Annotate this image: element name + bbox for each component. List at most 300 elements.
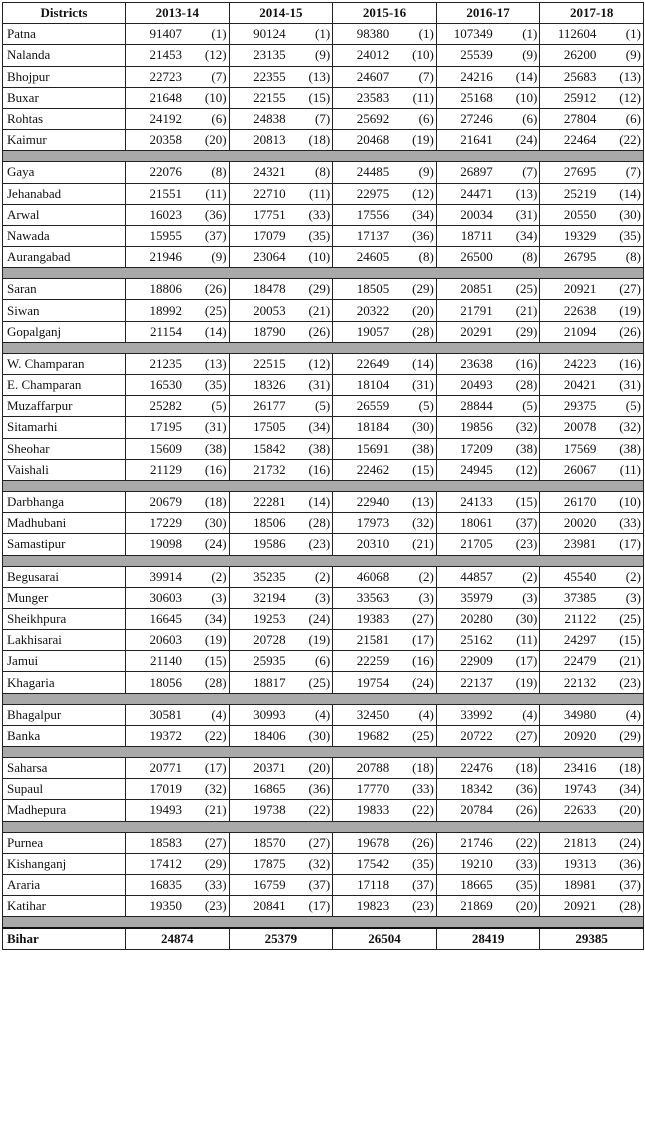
- per-capita-value: 20851: [460, 281, 493, 297]
- per-capita-value: 15955: [149, 227, 182, 243]
- value-pair: [441, 727, 538, 745]
- table-row: [3, 534, 644, 555]
- group-separator: [3, 747, 644, 758]
- per-capita-value: 21946: [149, 249, 182, 265]
- district-name: W. Champaran: [3, 353, 126, 374]
- value-pair: [544, 801, 641, 819]
- value-cell: [229, 162, 333, 183]
- value-cell: [126, 534, 230, 555]
- value-pair: [544, 323, 641, 341]
- per-capita-value: 16759: [253, 877, 286, 893]
- district-name: Munger: [3, 587, 126, 608]
- per-capita-value: 22909: [460, 653, 493, 669]
- district-rank: (25): [308, 674, 331, 690]
- district-name: Patna: [3, 24, 126, 45]
- per-capita-value: 20603: [149, 632, 182, 648]
- district-rank: (19): [412, 132, 434, 148]
- separator-bar: [3, 747, 644, 758]
- value-cell: [436, 108, 540, 129]
- group-separator: [3, 693, 644, 704]
- value-pair: [544, 759, 641, 777]
- district-rank: (32): [515, 419, 538, 435]
- value-cell: [229, 321, 333, 342]
- district-rank: (34): [308, 419, 331, 435]
- value-pair: [441, 302, 538, 320]
- value-cell: [333, 758, 437, 779]
- value-cell: [333, 130, 437, 151]
- district-rank: (2): [522, 568, 538, 584]
- value-cell: [540, 896, 644, 917]
- value-cell: [126, 417, 230, 438]
- district-rank: (6): [418, 111, 434, 127]
- district-rank: (30): [204, 515, 227, 531]
- value-pair: [234, 631, 331, 649]
- district-rank: (23): [619, 674, 641, 690]
- value-cell: [229, 651, 333, 672]
- per-capita-value: 21154: [149, 323, 182, 339]
- value-pair: [544, 855, 641, 873]
- value-cell: [333, 66, 437, 87]
- table-row: [3, 608, 644, 629]
- district-rank: (31): [308, 377, 331, 393]
- district-rank: (21): [308, 302, 331, 318]
- value-pair: [130, 876, 227, 894]
- value-pair: [234, 514, 331, 532]
- value-cell: [229, 183, 333, 204]
- district-rank: (21): [204, 802, 227, 818]
- district-rank: (25): [412, 727, 434, 743]
- value-pair: [441, 323, 538, 341]
- value-pair: [130, 163, 227, 181]
- per-capita-value: 23583: [356, 89, 390, 105]
- value-cell: [333, 108, 437, 129]
- table-row: [3, 758, 644, 779]
- per-capita-value: 29375: [563, 398, 597, 414]
- value-pair: [544, 568, 641, 586]
- district-rank: (13): [204, 355, 227, 371]
- value-pair: [337, 440, 434, 458]
- district-rank: (18): [619, 760, 641, 776]
- district-name: Bhojpur: [3, 66, 126, 87]
- district-rank: (14): [619, 185, 641, 201]
- district-rank: (36): [204, 206, 227, 222]
- per-capita-value: 24321: [253, 164, 286, 180]
- per-capita-value: 23064: [253, 249, 286, 265]
- per-capita-value: 23135: [253, 47, 286, 63]
- per-capita-value: 22638: [563, 302, 597, 318]
- value-pair: [441, 280, 538, 298]
- per-capita-value: 20358: [149, 132, 182, 148]
- value-pair: [234, 652, 331, 670]
- per-capita-value: 19372: [149, 727, 182, 743]
- district-rank: (37): [308, 877, 331, 893]
- value-pair: [130, 110, 227, 128]
- per-capita-value: 20053: [253, 302, 286, 318]
- per-capita-value: 26177: [253, 398, 286, 414]
- value-pair: [337, 89, 434, 107]
- value-pair: [544, 355, 641, 373]
- value-pair: [130, 801, 227, 819]
- value-cell: [436, 853, 540, 874]
- value-cell: [229, 438, 333, 459]
- district-rank: (8): [625, 249, 641, 265]
- per-capita-value: 19856: [460, 419, 493, 435]
- value-cell: [229, 853, 333, 874]
- value-cell: [229, 417, 333, 438]
- value-cell: [436, 66, 540, 87]
- value-pair: [130, 780, 227, 798]
- district-rank: (10): [412, 47, 434, 63]
- district-rank: (29): [515, 323, 538, 339]
- district-name: Darbhanga: [3, 491, 126, 512]
- per-capita-value: 17770: [356, 781, 390, 797]
- per-capita-value: 17079: [253, 227, 286, 243]
- value-cell: [126, 513, 230, 534]
- value-pair: [234, 801, 331, 819]
- district-rank: (6): [522, 111, 538, 127]
- value-pair: [130, 589, 227, 607]
- district-rank: (19): [308, 632, 331, 648]
- value-pair: [130, 89, 227, 107]
- table-row: [3, 162, 644, 183]
- value-cell: [436, 651, 540, 672]
- per-capita-value: 20020: [563, 515, 597, 531]
- value-cell: [436, 247, 540, 268]
- per-capita-value: 22940: [356, 494, 390, 510]
- value-cell: [333, 491, 437, 512]
- value-cell: [540, 204, 644, 225]
- district-rank: (17): [515, 653, 538, 669]
- district-rank: (23): [412, 898, 434, 914]
- value-cell: [333, 832, 437, 853]
- value-cell: [126, 758, 230, 779]
- value-pair: [234, 876, 331, 894]
- district-name: Bhagalpur: [3, 704, 126, 725]
- value-cell: [126, 853, 230, 874]
- district-rank: (28): [308, 515, 331, 531]
- value-cell: [229, 874, 333, 895]
- value-cell: [126, 704, 230, 725]
- district-rank: (24): [515, 132, 538, 148]
- value-pair: [544, 589, 641, 607]
- value-cell: [126, 779, 230, 800]
- district-rank: (36): [308, 781, 331, 797]
- value-pair: [130, 46, 227, 64]
- table-row: [3, 800, 644, 821]
- per-capita-value: 46068: [356, 568, 390, 584]
- value-pair: [337, 855, 434, 873]
- value-cell: [229, 779, 333, 800]
- district-name: Vaishali: [3, 459, 126, 480]
- per-capita-value: 24012: [356, 47, 390, 63]
- district-rank: (33): [515, 855, 538, 871]
- district-rank: (29): [308, 281, 331, 297]
- per-capita-value: 18711: [460, 227, 493, 243]
- value-pair: [337, 227, 434, 245]
- district-rank: (30): [619, 206, 641, 222]
- district-rank: (11): [205, 185, 227, 201]
- value-cell: [126, 396, 230, 417]
- value-cell: [126, 725, 230, 746]
- per-capita-value: 18342: [460, 781, 493, 797]
- district-name: Khagaria: [3, 672, 126, 693]
- separator-bar: [3, 480, 644, 491]
- per-capita-value: 19738: [253, 802, 286, 818]
- district-rank: (15): [204, 653, 227, 669]
- per-capita-value: 21453: [149, 47, 182, 63]
- value-cell: [436, 896, 540, 917]
- value-cell: [333, 874, 437, 895]
- district-name: Kishanganj: [3, 853, 126, 874]
- value-pair: [234, 163, 331, 181]
- value-cell: [126, 87, 230, 108]
- per-capita-value: 24223: [563, 355, 597, 371]
- value-pair: [130, 418, 227, 436]
- group-separator: [3, 151, 644, 162]
- value-pair: [544, 834, 641, 852]
- district-rank: (1): [625, 26, 641, 42]
- district-rank: (30): [515, 610, 538, 626]
- value-cell: [229, 459, 333, 480]
- per-capita-value: 19586: [253, 536, 286, 552]
- per-capita-value: 30993: [253, 706, 286, 722]
- value-cell: [540, 247, 644, 268]
- district-rank: (16): [412, 653, 434, 669]
- value-cell: [229, 758, 333, 779]
- value-pair: [337, 323, 434, 341]
- per-capita-value: 25912: [563, 89, 597, 105]
- value-cell: [436, 725, 540, 746]
- value-pair: [234, 89, 331, 107]
- district-rank: (7): [211, 68, 227, 84]
- header-row: [3, 3, 644, 24]
- value-pair: [441, 780, 538, 798]
- district-rank: (32): [619, 419, 641, 435]
- value-pair: [544, 68, 641, 86]
- district-rank: (28): [204, 674, 227, 690]
- value-pair: [234, 897, 331, 915]
- value-cell: [540, 587, 644, 608]
- district-rank: (33): [308, 206, 331, 222]
- per-capita-value: 19253: [253, 610, 286, 626]
- district-rank: (3): [315, 589, 331, 605]
- value-pair: [441, 897, 538, 915]
- value-pair: [337, 418, 434, 436]
- district-rank: (32): [308, 855, 331, 871]
- value-cell: [540, 353, 644, 374]
- value-pair: [234, 227, 331, 245]
- value-cell: [229, 375, 333, 396]
- value-cell: [229, 108, 333, 129]
- value-pair: [441, 568, 538, 586]
- district-rank: (26): [515, 802, 538, 818]
- value-pair: [337, 652, 434, 670]
- value-cell: [436, 45, 540, 66]
- value-cell: [333, 321, 437, 342]
- value-pair: [234, 461, 331, 479]
- district-rank: (1): [211, 26, 227, 42]
- value-cell: [436, 459, 540, 480]
- district-rank: (17): [412, 632, 434, 648]
- per-capita-value: 18056: [149, 674, 182, 690]
- per-capita-value: 25683: [563, 68, 597, 84]
- value-cell: [540, 396, 644, 417]
- value-cell: [126, 874, 230, 895]
- value-cell: [126, 459, 230, 480]
- value-cell: [436, 587, 540, 608]
- table-row: [3, 779, 644, 800]
- per-capita-value: 25162: [460, 632, 493, 648]
- value-pair: [544, 163, 641, 181]
- value-pair: [441, 631, 538, 649]
- value-cell: [333, 513, 437, 534]
- district-rank: (35): [515, 877, 538, 893]
- value-cell: [436, 491, 540, 512]
- district-rank: (9): [522, 47, 538, 63]
- value-cell: [126, 162, 230, 183]
- per-capita-value: 21094: [563, 323, 597, 339]
- value-pair: [337, 280, 434, 298]
- value-cell: [333, 566, 437, 587]
- value-cell: [229, 513, 333, 534]
- value-pair: [130, 376, 227, 394]
- district-rank: (31): [204, 419, 227, 435]
- value-cell: [229, 704, 333, 725]
- per-capita-value: 33992: [460, 706, 493, 722]
- district-rank: (18): [412, 760, 434, 776]
- per-capita-value: 17542: [356, 855, 390, 871]
- value-pair: [337, 461, 434, 479]
- district-rank: (20): [619, 802, 641, 818]
- value-pair: [441, 131, 538, 149]
- group-separator: [3, 555, 644, 566]
- district-name: Buxar: [3, 87, 126, 108]
- per-capita-value: 22633: [563, 802, 597, 818]
- per-capita-value: 26067: [563, 461, 597, 477]
- per-capita-value: 20371: [253, 760, 286, 776]
- district-rank: (16): [204, 461, 227, 477]
- district-rank: (13): [308, 68, 331, 84]
- district-rank: (5): [211, 398, 227, 414]
- district-rank: (8): [315, 164, 331, 180]
- per-capita-value: 21122: [564, 610, 597, 626]
- district-rank: (5): [625, 398, 641, 414]
- district-rank: (27): [204, 834, 227, 850]
- value-pair: [544, 631, 641, 649]
- per-capita-value: 21648: [149, 89, 182, 105]
- table-row: [3, 704, 644, 725]
- per-capita-value: 30581: [149, 706, 182, 722]
- district-rank: (8): [418, 249, 434, 265]
- value-cell: [126, 491, 230, 512]
- value-cell: [333, 375, 437, 396]
- district-rank: (38): [204, 440, 227, 456]
- value-pair: [130, 440, 227, 458]
- per-capita-value: 21140: [149, 653, 182, 669]
- district-name: Gaya: [3, 162, 126, 183]
- per-capita-value: 24192: [149, 111, 182, 127]
- value-cell: [333, 672, 437, 693]
- value-pair: [337, 780, 434, 798]
- district-rank: (22): [619, 132, 641, 148]
- per-capita-value: 27804: [563, 111, 597, 127]
- table-row: [3, 672, 644, 693]
- district-rank: (12): [619, 89, 641, 105]
- district-income-table: [2, 2, 644, 950]
- value-pair: [544, 674, 641, 692]
- value-pair: [441, 876, 538, 894]
- value-pair: [234, 185, 331, 203]
- value-pair: [337, 131, 434, 149]
- district-rank: (9): [315, 47, 331, 63]
- value-cell: [126, 896, 230, 917]
- value-pair: [337, 397, 434, 415]
- value-cell: [436, 417, 540, 438]
- value-pair: [234, 418, 331, 436]
- per-capita-value: 17195: [149, 419, 182, 435]
- district-rank: (14): [308, 494, 331, 510]
- per-capita-value: 25282: [149, 398, 182, 414]
- value-cell: [229, 800, 333, 821]
- per-capita-value: 21732: [253, 461, 286, 477]
- per-capita-value: 26559: [356, 398, 390, 414]
- district-rank: (24): [412, 674, 434, 690]
- district-rank: (26): [412, 834, 434, 850]
- district-rank: (35): [619, 227, 641, 243]
- district-rank: (27): [412, 610, 434, 626]
- district-rank: (34): [515, 227, 538, 243]
- district-rank: (13): [515, 185, 538, 201]
- district-rank: (19): [204, 632, 227, 648]
- value-cell: [126, 24, 230, 45]
- per-capita-value: 20921: [563, 281, 597, 297]
- value-cell: [126, 66, 230, 87]
- value-cell: [229, 353, 333, 374]
- per-capita-value: 22723: [149, 68, 182, 84]
- per-capita-value: 18790: [253, 323, 286, 339]
- table-row: [3, 183, 644, 204]
- value-cell: [229, 24, 333, 45]
- per-capita-value: 19823: [356, 898, 390, 914]
- value-cell: [126, 300, 230, 321]
- district-rank: (4): [315, 706, 331, 722]
- district-name: Jamui: [3, 651, 126, 672]
- district-rank: (37): [412, 877, 434, 893]
- value-cell: [333, 24, 437, 45]
- per-capita-value: 20788: [356, 760, 390, 776]
- district-rank: (25): [204, 302, 227, 318]
- district-rank: (17): [204, 760, 227, 776]
- per-capita-value: 39914: [149, 568, 182, 584]
- district-rank: (16): [308, 461, 331, 477]
- per-capita-value: 18061: [460, 515, 493, 531]
- per-capita-value: 27695: [563, 164, 597, 180]
- value-cell: [436, 225, 540, 246]
- per-capita-value: 25539: [460, 47, 493, 63]
- per-capita-value: 19682: [356, 727, 390, 743]
- value-pair: [130, 302, 227, 320]
- district-name: Begusarai: [3, 566, 126, 587]
- value-cell: [540, 375, 644, 396]
- district-rank: (22): [412, 802, 434, 818]
- district-rank: (38): [308, 440, 331, 456]
- per-capita-value: 20813: [253, 132, 286, 148]
- district-rank: (5): [315, 398, 331, 414]
- value-cell: [333, 587, 437, 608]
- value-pair: [234, 493, 331, 511]
- district-rank: (31): [412, 377, 434, 393]
- value-pair: [234, 323, 331, 341]
